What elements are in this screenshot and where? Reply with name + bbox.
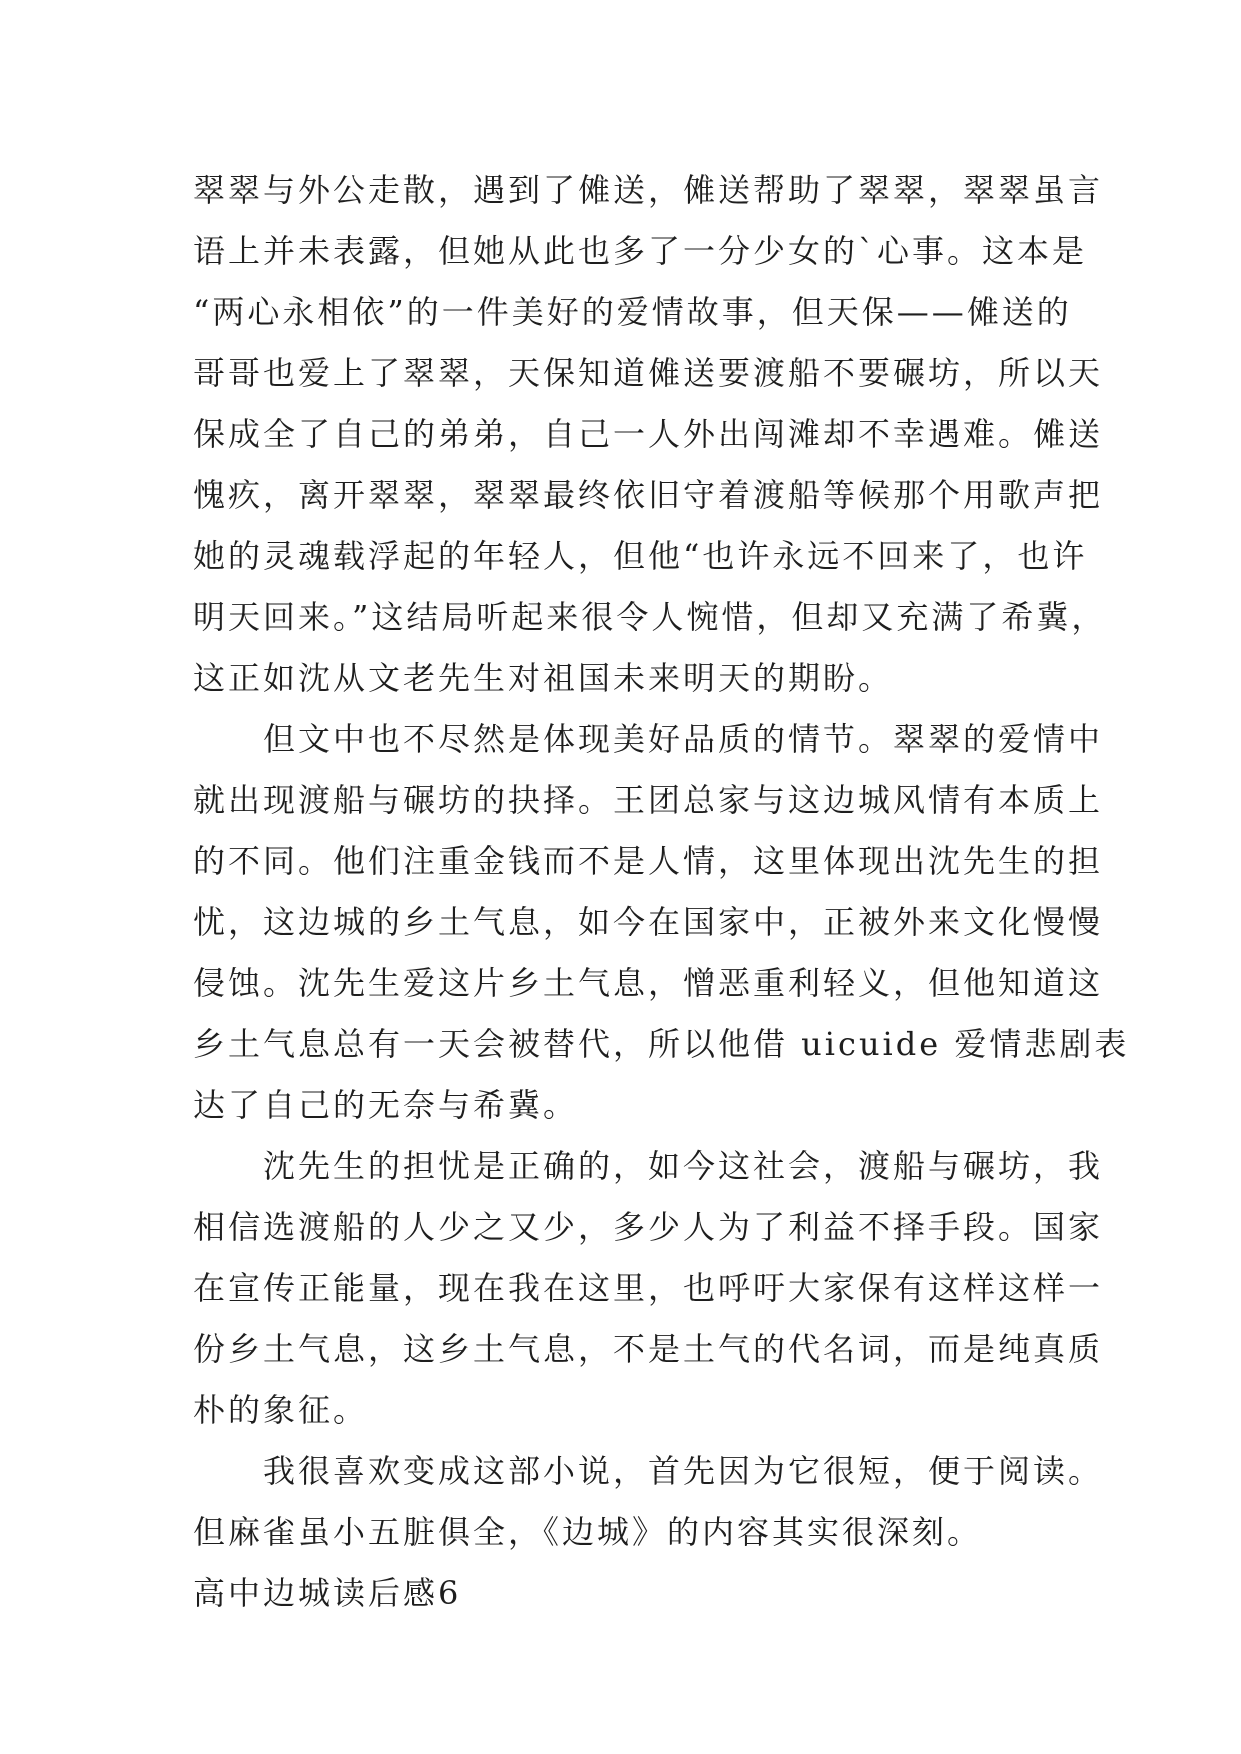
text-line: 但文中也不尽然是体现美好品质的情节。翠翠的爱情中	[263, 720, 1104, 758]
text-line: 朴的象征。	[193, 1391, 369, 1429]
text-line: 侵蚀。沈先生爱这片乡土气息，憎恶重利轻义，但他知道这	[193, 964, 1104, 1002]
article-body	[193, 160, 1130, 1624]
text-line: 的不同。他们注重金钱而不是人情，这里体现出沈先生的担	[193, 842, 1104, 880]
text-line: 就出现渡船与碾坊的抉择。王团总家与这边城风情有本质上	[193, 781, 1104, 819]
paragraph-3	[193, 1136, 1104, 1441]
text-line: 相信选渡船的人少之又少，多少人为了利益不择手段。国家	[193, 1208, 1104, 1246]
text-line: 但麻雀虽小五脏俱全，《边城》的内容其实很深刻。	[193, 1513, 983, 1551]
text-line: 明天回来。”这结局听起来很令人惋惜，但却又充满了希冀，	[193, 598, 1107, 636]
text-line: 沈先生的担忧是正确的，如今这社会，渡船与碾坊，我	[263, 1147, 1104, 1185]
text-line: 我很喜欢变成这部小说，首先因为它很短，便于阅读。	[263, 1452, 1104, 1490]
text-line: 乡土气息总有一天会被替代，所以他借 uicuide 爱情悲剧表	[193, 1025, 1130, 1063]
section-heading: 高中边城读后感6	[193, 1574, 462, 1612]
text-line: 达了自己的无奈与希冀。	[193, 1086, 579, 1124]
text-line: “两心永相依”的一件美好的爱情故事，但天保——傩送的	[193, 293, 1072, 331]
text-line: 保成全了自己的弟弟，自己一人外出闯滩却不幸遇难。傩送	[193, 415, 1104, 453]
text-line: 语上并未表露，但她从此也多了一分少女的`心事。这本是	[193, 232, 1088, 270]
text-line: 她的灵魂载浮起的年轻人，但他“也许永远不回来了，也许	[193, 537, 1088, 575]
text-line: 在宣传正能量，现在我在这里，也呼吁大家保有这样这样一	[193, 1269, 1104, 1307]
text-line: 哥哥也爱上了翠翠，天保知道傩送要渡船不要碾坊，所以天	[193, 354, 1104, 392]
text-line: 份乡土气息，这乡土气息，不是土气的代名词，而是纯真质	[193, 1330, 1104, 1368]
text-line: 忧，这边城的乡土气息，如今在国家中，正被外来文化慢慢	[193, 903, 1104, 941]
text-line: 愧疚，离开翠翠，翠翠最终依旧守着渡船等候那个用歌声把	[193, 476, 1104, 514]
text-line: 这正如沈从文老先生对祖国未来明天的期盼。	[193, 659, 894, 697]
paragraph-4	[193, 1441, 1104, 1563]
text-line: 翠翠与外公走散，遇到了傩送，傩送帮助了翠翠，翠翠虽言	[193, 171, 1104, 209]
paragraph-2	[193, 709, 1130, 1136]
paragraph-1	[193, 160, 1107, 709]
